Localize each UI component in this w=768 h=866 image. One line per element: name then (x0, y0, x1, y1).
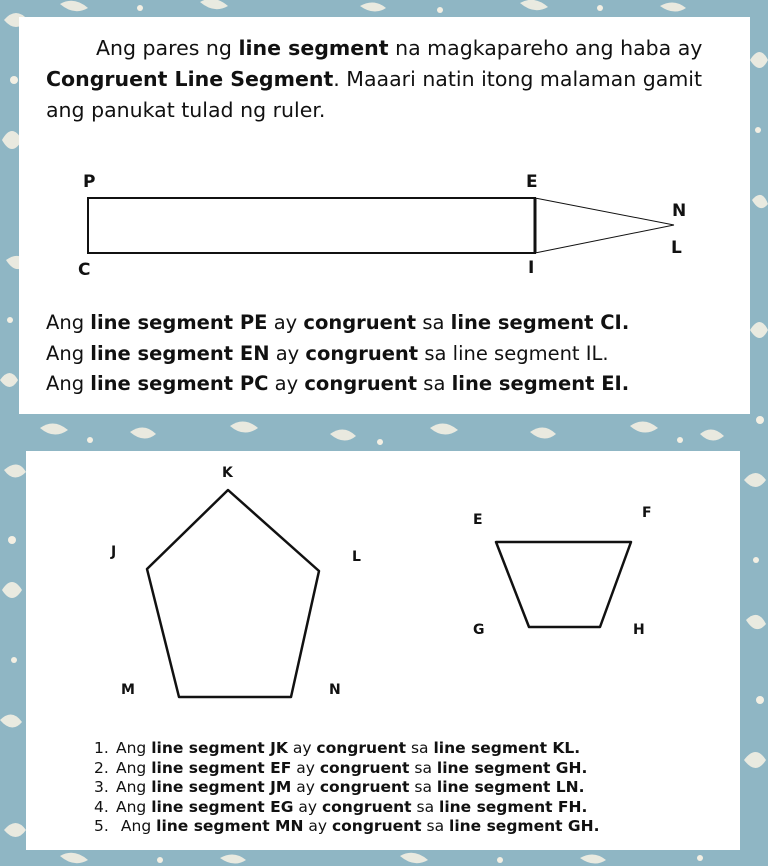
period: . (593, 817, 600, 836)
list-item (94, 778, 734, 798)
lesson-card-top (19, 17, 750, 414)
label-N: N (672, 201, 687, 221)
intro-bold-term: line segment (238, 36, 389, 60)
bold-congruent: congruent (316, 739, 407, 757)
sentence-2 (46, 339, 736, 370)
label-P: P (83, 172, 96, 192)
intro-text: Ang pares ng (96, 36, 239, 60)
text: sa (409, 758, 437, 777)
text: sa (406, 739, 434, 757)
label-N: N (329, 682, 341, 698)
pencil-tip-upper (535, 198, 674, 225)
label-H: H (633, 622, 645, 638)
text: ay (293, 797, 322, 816)
bold-segment: line segment JM (151, 778, 292, 797)
period: . (581, 758, 588, 777)
bold-congruent: congruent (303, 311, 417, 334)
text: Ang (46, 372, 91, 395)
label-G: G (473, 622, 485, 638)
label-I: I (528, 258, 535, 278)
period: . (602, 341, 609, 365)
text: sa (421, 817, 450, 836)
bold-segment: line segment GH (449, 817, 594, 836)
bold-segment: line segment PC (90, 372, 269, 395)
trapezoid-shape (496, 542, 631, 627)
shapes-diagram (26, 451, 740, 731)
list-item (94, 798, 734, 818)
item-number: 1. (94, 739, 109, 757)
bold-segment: line segment EF (151, 758, 292, 777)
bold-congruent: congruent (305, 341, 419, 365)
intro-text: . Maaari natin itong malaman gamit ang panukat tulad ng ruler. (46, 67, 703, 122)
label-C: C (78, 260, 91, 280)
text: Ang (116, 758, 152, 777)
bold-segment: line segment EN (90, 341, 270, 365)
pencil-body (88, 198, 535, 253)
label-E: E (473, 512, 483, 528)
segment: line segment IL (452, 341, 603, 365)
text: ay (291, 758, 320, 777)
period: . (574, 739, 581, 757)
text: ay (287, 739, 317, 757)
text: sa (416, 311, 451, 334)
intro-text: na magkapareho ang haba ay (388, 36, 703, 60)
pencil-diagram (19, 17, 750, 307)
text: ay (268, 372, 305, 395)
text: sa (411, 797, 439, 816)
text: sa (417, 372, 452, 395)
label-E: E (526, 172, 538, 192)
item-number: 2. (94, 758, 109, 777)
text: ay (269, 341, 306, 365)
text: sa (418, 341, 453, 365)
sentence-1 (46, 308, 736, 339)
text: Ang (46, 311, 91, 334)
bold-congruent: congruent (319, 778, 410, 797)
list-item (94, 759, 734, 779)
pencil-tip-lower (535, 225, 674, 253)
sentence-3 (46, 369, 736, 400)
bold-congruent: congruent (319, 758, 410, 777)
text: Ang (46, 341, 91, 365)
item-number: 4. (94, 797, 109, 816)
item-number: 5. (94, 817, 109, 836)
bold-segment: line segment FH (439, 797, 582, 816)
congruence-list (94, 739, 734, 837)
text: Ang (116, 739, 152, 757)
list-item (94, 739, 734, 759)
label-M: M (121, 682, 135, 698)
congruence-sentences (46, 308, 736, 400)
item-number: 3. (94, 778, 109, 797)
text: ay (291, 778, 320, 797)
text: Ang (116, 817, 157, 836)
bold-segment: line segment GH (436, 758, 582, 777)
bold-segment: line segment EI (451, 372, 622, 395)
text: Ang (116, 797, 152, 816)
bold-congruent: congruent (331, 817, 422, 836)
bold-segment: line segment EG (151, 797, 294, 816)
bold-segment: line segment PE (90, 311, 268, 334)
label-L: L (352, 549, 361, 565)
bold-segment: line segment LN (436, 778, 579, 797)
pentagon-shape (147, 490, 319, 697)
lesson-card-bottom (26, 451, 740, 850)
period: . (621, 372, 630, 395)
bold-segment: line segment CI (450, 311, 622, 334)
label-J: J (111, 544, 117, 560)
label-K: K (222, 465, 233, 481)
bold-segment: line segment JK (151, 739, 288, 757)
text: Ang (116, 778, 152, 797)
label-F: F (642, 505, 652, 521)
period: . (578, 778, 585, 797)
bold-segment: line segment KL (433, 739, 575, 757)
text: ay (267, 311, 304, 334)
period: . (581, 797, 588, 816)
bold-congruent: congruent (321, 797, 412, 816)
text: sa (409, 778, 437, 797)
intro-bold-term: Congruent Line Segment (46, 67, 334, 91)
period: . (621, 311, 630, 334)
text: ay (303, 817, 332, 836)
bold-congruent: congruent (304, 372, 418, 395)
label-L: L (671, 238, 682, 258)
bold-segment: line segment MN (156, 817, 304, 836)
list-item (94, 817, 734, 837)
